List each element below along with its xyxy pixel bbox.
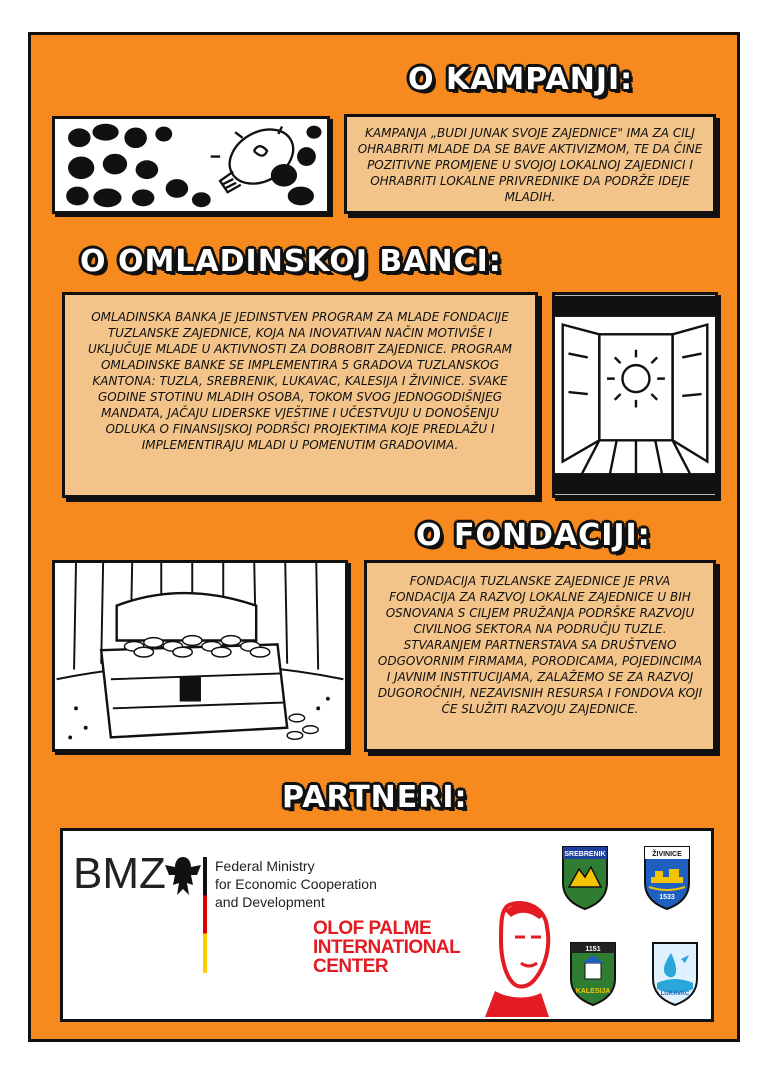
zivinice-year: 1533 xyxy=(659,894,675,901)
campaign-text: KAMPANJA „BUDI JUNAK SVOJE ZAJEDNICE" IMA ZA CILJ OHRABRITI MLADE DA SE BAVE AKTIVIZMOM, TE DA ČINE POZITIVNE PROMJENE U SVOJOJ LOKALNOJ ZAJEDNICI I OHRABRITI LOKALNE PRIVREDNIKE DA PODRŽE IDEJE MLADIH. xyxy=(357,126,703,204)
youth-bank-text: OMLADINSKA BANKA JE JEDINSTVEN PROGRAM ZA MLADE FONDACIJE TUZLANSKE ZAJEDNICE, KOJA NA INOVATIVAN NAČIN MOTIVIŠE I UKLJUČUJE MLADE U AKTIVNOSTI ZA DOBROBIT ZAJEDNICE. PROGRAM OMLADINSKE BANKE SE IMPLEMENTIRA 5 GRADOVA TUZLANSKOG KANTONA: TUZLA, SREBRENIK, LUKAVAC, KALESIJA I ŽIVINICE. SVAKE GODINE STOTINU MLADIH OSOBA, TOKOM SVOG JEDNOGODIŠNJEG MANDATA, JAČAJU LIDERSKE VJEŠTINE I UČESTVUJU U DONOŠENJU ODLUKA O FINANSIJSKOJ PODRŠCI PROJEKTIMA KOJE PREDLAŽU I IMPLEMENTIRAJU MLADI U POMENUTIM GRADOVIMA. xyxy=(87,310,513,452)
lukavac-crest-icon xyxy=(649,939,701,1007)
kalesija-year: 1151 xyxy=(585,946,601,953)
bmz-line-2: for Economic Cooperation xyxy=(215,876,377,892)
foundation-text-box xyxy=(364,560,716,752)
youth-bank-text-box xyxy=(62,292,538,498)
olof-palme-logo-text xyxy=(313,919,460,976)
foundation-title: O FONDACIJI: xyxy=(416,518,651,553)
light-bulb-icon xyxy=(52,116,330,214)
bmz-name xyxy=(215,857,377,911)
olof-line-1: OLOF PALME xyxy=(313,918,432,939)
kalesija-crest-icon xyxy=(567,939,619,1007)
bmz-line-1: Federal Ministry xyxy=(215,858,315,874)
partners-panel xyxy=(60,828,714,1022)
campaign-title: O KAMPANJI: xyxy=(408,62,634,97)
campaign-text-box xyxy=(344,114,716,214)
zivinice-crest-icon xyxy=(641,843,693,911)
bmz-abbr: BMZ xyxy=(73,849,166,898)
olof-line-3: CENTER xyxy=(313,956,389,977)
zivinice-label: ŽIVINICE xyxy=(652,851,682,858)
srebrenik-crest-icon xyxy=(559,843,611,911)
open-window-sun-icon xyxy=(552,292,718,498)
federal-eagle-icon xyxy=(163,853,203,899)
olof-line-2: INTERNATIONAL xyxy=(313,937,461,958)
kalesija-label: KALESIJA xyxy=(575,988,611,995)
german-flag-bar xyxy=(203,857,207,973)
srebrenik-label: SREBRENIK xyxy=(564,851,606,858)
foundation-text: FONDACIJA TUZLANSKE ZAJEDNICE JE PRVA FONDACIJA ZA RAZVOJ LOKALNE ZAJEDNICE U BIH OSNOVANA S CILJEM PRUŽANJA PODRŠKE RAZVOJU CIVILNOG SEKTORA NA PODRUČJU TUZLE. STVARANJEM PARTNERSTAVA SA DRUŠTVENO ODGOVORNIM FIRMAMA, PORODICAMA, POJEDINCIMA I JAVNIM INSTITUCIJAMA, ZALAŽEMO SE ZA RAZVOJ DUGOROČNIH, NEZAVISNIH RESURSA I FONDOVA KOJI ĆE SLUŽITI RAZVOJU ZAJEDNICE. xyxy=(377,574,703,716)
olof-palme-portrait-icon xyxy=(475,897,559,1017)
lukavac-label: LUKAVAC xyxy=(660,991,690,997)
bmz-line-3: and Development xyxy=(215,894,325,910)
youth-bank-title: O OMLADINSKOJ BANCI: xyxy=(80,244,502,279)
partners-title: PARTNERI: xyxy=(282,780,468,815)
treasure-chest-icon xyxy=(52,560,348,752)
